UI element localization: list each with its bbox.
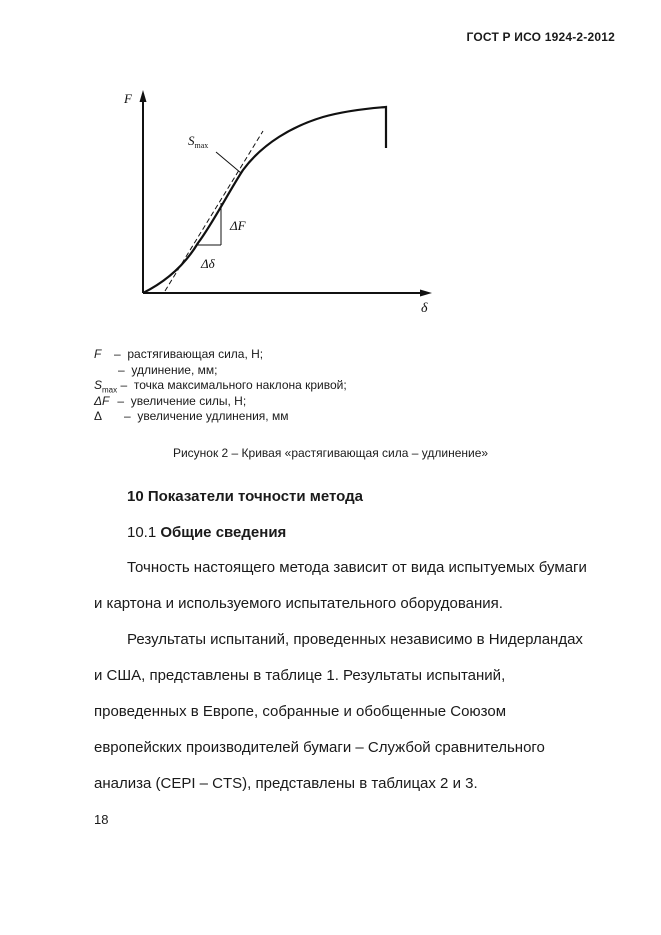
paragraph-line: европейских производителей бумаги – Службой сравнительного — [94, 739, 545, 756]
paragraph-line: анализа (CEPI – CTS), представлены в таблицах 2 и 3. — [94, 775, 478, 792]
subsection-heading — [127, 524, 286, 541]
legend-symbol: F — [94, 347, 102, 361]
legend-symbol: ΔF — [94, 394, 110, 408]
paragraph-line: Точность настоящего метода зависит от вида испытуемых бумаги — [127, 559, 587, 576]
y-axis-arrow — [140, 90, 147, 102]
x-axis-arrow — [420, 290, 432, 297]
legend-text: удлинение, мм; — [131, 363, 218, 377]
legend-text: увеличение силы, Н; — [130, 394, 247, 408]
force-curve — [143, 107, 386, 293]
paragraph-line: и картона и используемого испытательного оборудования. — [94, 595, 503, 612]
legend-item-delta-elongation — [94, 409, 288, 423]
legend-text: растягивающая сила, Н; — [127, 347, 264, 361]
page-number: 18 — [94, 812, 109, 827]
paragraph-line: и США, представлены в таблице 1. Результаты испытаний, — [94, 667, 506, 684]
section-heading: 10 Показатели точности метода — [127, 488, 364, 505]
legend-item-force — [94, 347, 263, 361]
legend-dash: – — [117, 394, 125, 408]
paragraph-line: Результаты испытаний, проведенных независимо в Нидерландах — [127, 631, 583, 648]
smax-label: $S_{max}$ — [188, 133, 209, 150]
legend-text: увеличение удлинения, мм — [137, 409, 289, 423]
delta-f-label: ΔF — [230, 218, 246, 233]
legend-dash: – — [114, 347, 121, 361]
force-elongation-figure — [118, 88, 448, 328]
smax-leader — [216, 152, 241, 173]
delta-delta-label: Δδ — [201, 256, 215, 271]
subsection-number: 10.1 — [127, 524, 157, 541]
legend-dash: – — [120, 378, 128, 392]
legend-dash: – — [118, 363, 125, 377]
legend-dash: – — [124, 409, 131, 423]
y-axis-label: F — [124, 91, 132, 106]
paragraph-line: проведенных в Европе, собранные и обобщенные Союзом — [94, 703, 507, 720]
legend-item-smax — [94, 378, 347, 394]
legend-symbol: $S_{max}$ — [94, 378, 118, 395]
document-header: ГОСТ Р ИСО 1924-2-2012 — [466, 30, 615, 44]
subsection-title: Общие сведения — [160, 524, 287, 541]
legend-text: точка максимального наклона кривой; — [133, 378, 347, 392]
figure-caption: Рисунок 2 – Кривая «растягивающая сила – удлинение» — [172, 446, 489, 460]
legend-item-elongation — [98, 363, 217, 377]
x-axis-label: δ — [421, 301, 428, 316]
legend-item-delta-force — [94, 394, 246, 408]
legend-symbol: Δ — [94, 409, 103, 423]
